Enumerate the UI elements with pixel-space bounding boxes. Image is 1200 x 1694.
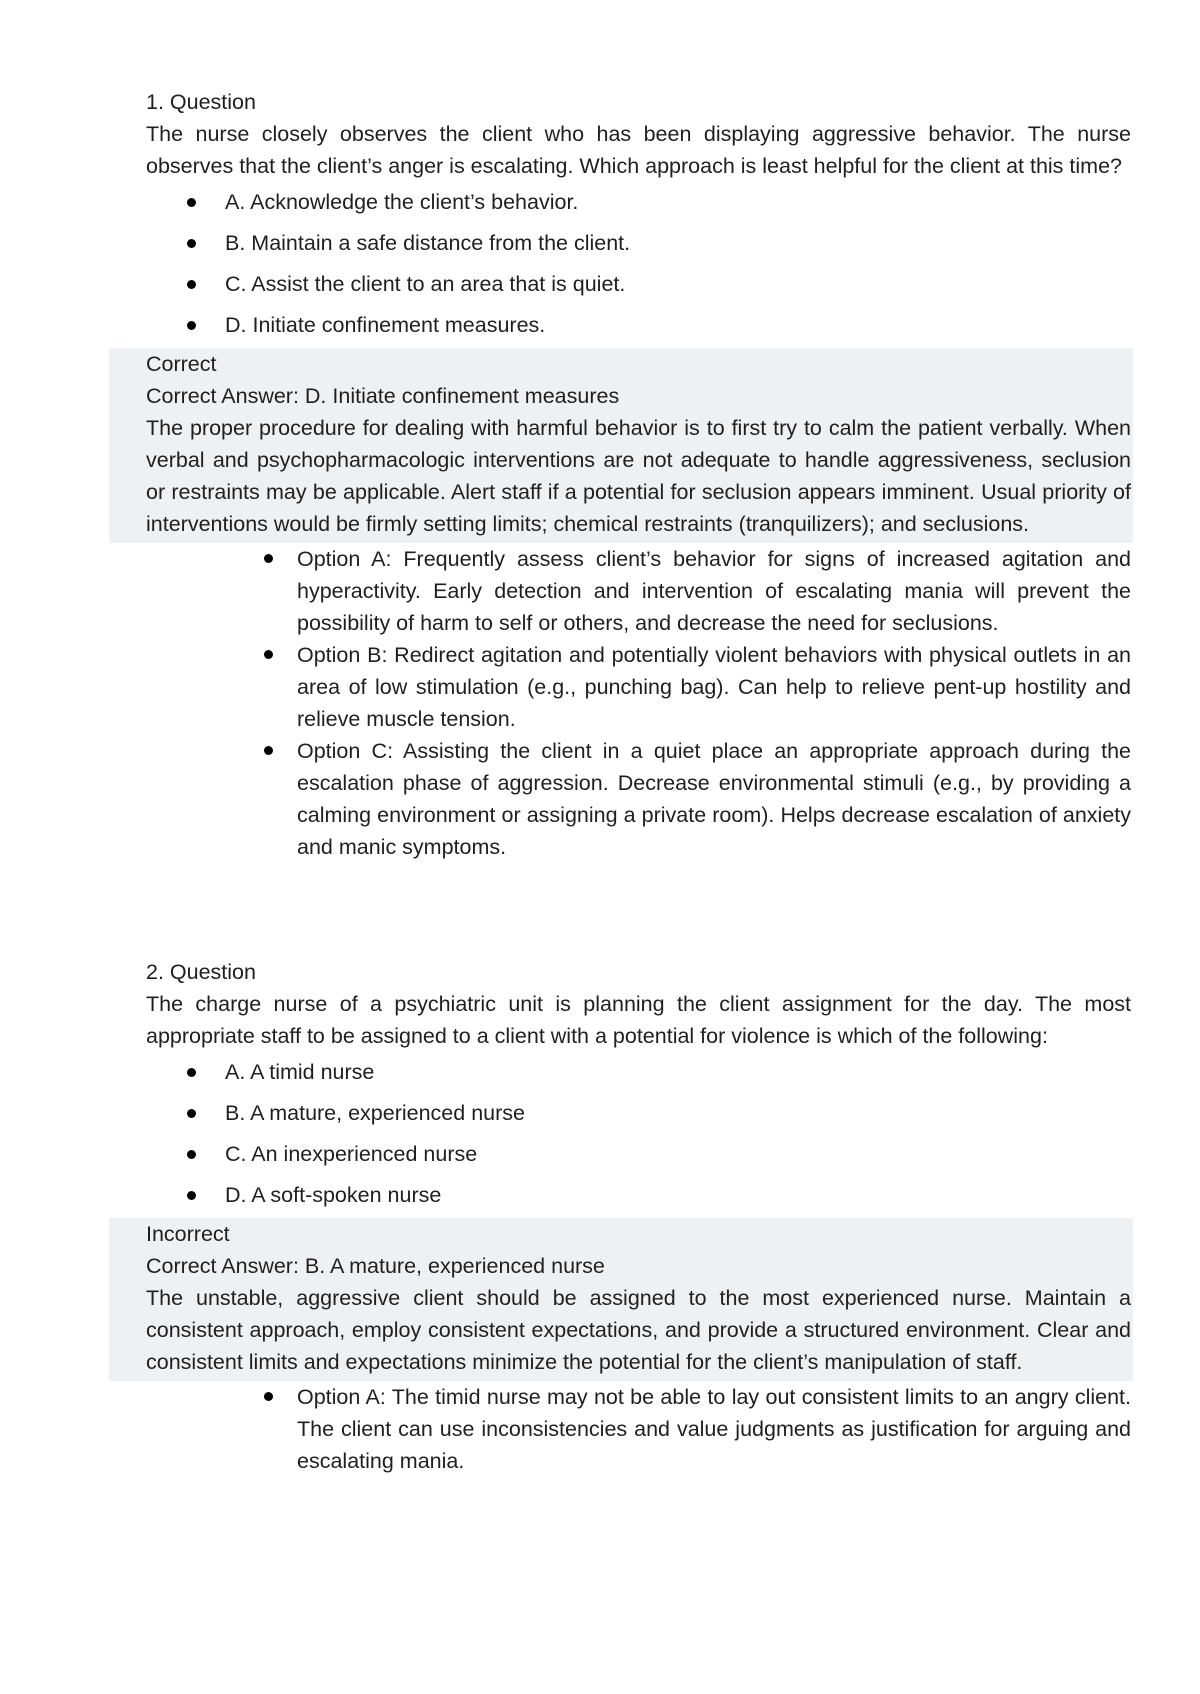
question-text: The nurse closely observes the client who has been displaying aggressive behavior. The nurse observes that the client’s anger is escalating. Which approach is least helpful for the client at this time? bbox=[146, 122, 1131, 178]
choice-item: B. Maintain a safe distance from the client. bbox=[225, 225, 1200, 266]
choice-item: A. A timid nurse bbox=[225, 1054, 1200, 1095]
correct-answer: Correct Answer: B. A mature, experienced nurse bbox=[146, 1254, 605, 1278]
choice-item: C. An inexperienced nurse bbox=[225, 1136, 1200, 1177]
explanation-text: The proper procedure for dealing with harmful behavior is to first try to calm the patient verbally. When verbal and psychopharmacologic interventions are not adequate to handle aggressiveness, seclusion or restraints may be applicable. Alert staff if a potential for seclusion appears imminent. Usual priority of interventions would be firmly setting limits; chemical restraints (tranquilizers); and seclusions. bbox=[146, 416, 1131, 536]
choice-item: D. A soft-spoken nurse bbox=[225, 1177, 1200, 1218]
choice-item: B. A mature, experienced nurse bbox=[225, 1095, 1200, 1136]
feedback-status: Incorrect bbox=[146, 1222, 230, 1246]
question-text: The charge nurse of a psychiatric unit is planning the client assignment for the day. The most appropriate staff to be assigned to a client with a potential for violence is which of the following: bbox=[146, 992, 1131, 1048]
question-1 bbox=[0, 86, 1200, 863]
choice-list bbox=[0, 1054, 1200, 1218]
rationale-list bbox=[0, 543, 1200, 863]
correct-answer: Correct Answer: D. Initiate confinement measures bbox=[146, 384, 620, 408]
question-title: 2. Question bbox=[146, 960, 256, 984]
choice-item: A. Acknowledge the client’s behavior. bbox=[225, 184, 1200, 225]
choice-list bbox=[0, 184, 1200, 348]
rationale-item: Option A: Frequently assess client’s behavior for signs of increased agitation and hyperactivity. Early detection and intervention of escalating mania will prevent the possibility of harm to self or others, and decrease the need for seclusions. bbox=[297, 543, 1131, 639]
rationale-list bbox=[0, 1381, 1200, 1477]
question-title: 1. Question bbox=[146, 90, 256, 114]
rationale-item: Option C: Assisting the client in a quiet place an appropriate approach during the escalation phase of aggression. Decrease environmental stimuli (e.g., by providing a calming environment or assigning a private room). Helps decrease escalation of anxiety and manic symptoms. bbox=[297, 735, 1131, 863]
choice-item: D. Initiate confinement measures. bbox=[225, 307, 1200, 348]
feedback-box bbox=[109, 1218, 1133, 1381]
rationale-item: Option B: Redirect agitation and potentially violent behaviors with physical outlets in an area of low stimulation (e.g., punching bag). Can help to relieve pent-up hostility and relieve muscle tension. bbox=[297, 639, 1131, 735]
rationale-item: Option A: The timid nurse may not be able to lay out consistent limits to an angry client. The client can use inconsistencies and value judgments as justification for arguing and escalating mania. bbox=[297, 1381, 1131, 1477]
question-2 bbox=[0, 956, 1200, 1477]
choice-item: C. Assist the client to an area that is quiet. bbox=[225, 266, 1200, 307]
explanation-text: The unstable, aggressive client should be assigned to the most experienced nurse. Maintain a consistent approach, employ consistent expectations, and provide a structured environment. Clear and consistent limits and expectations minimize the potential for the client’s manipulation of staff. bbox=[146, 1286, 1131, 1374]
feedback-status: Correct bbox=[146, 352, 217, 376]
feedback-box bbox=[109, 348, 1133, 543]
